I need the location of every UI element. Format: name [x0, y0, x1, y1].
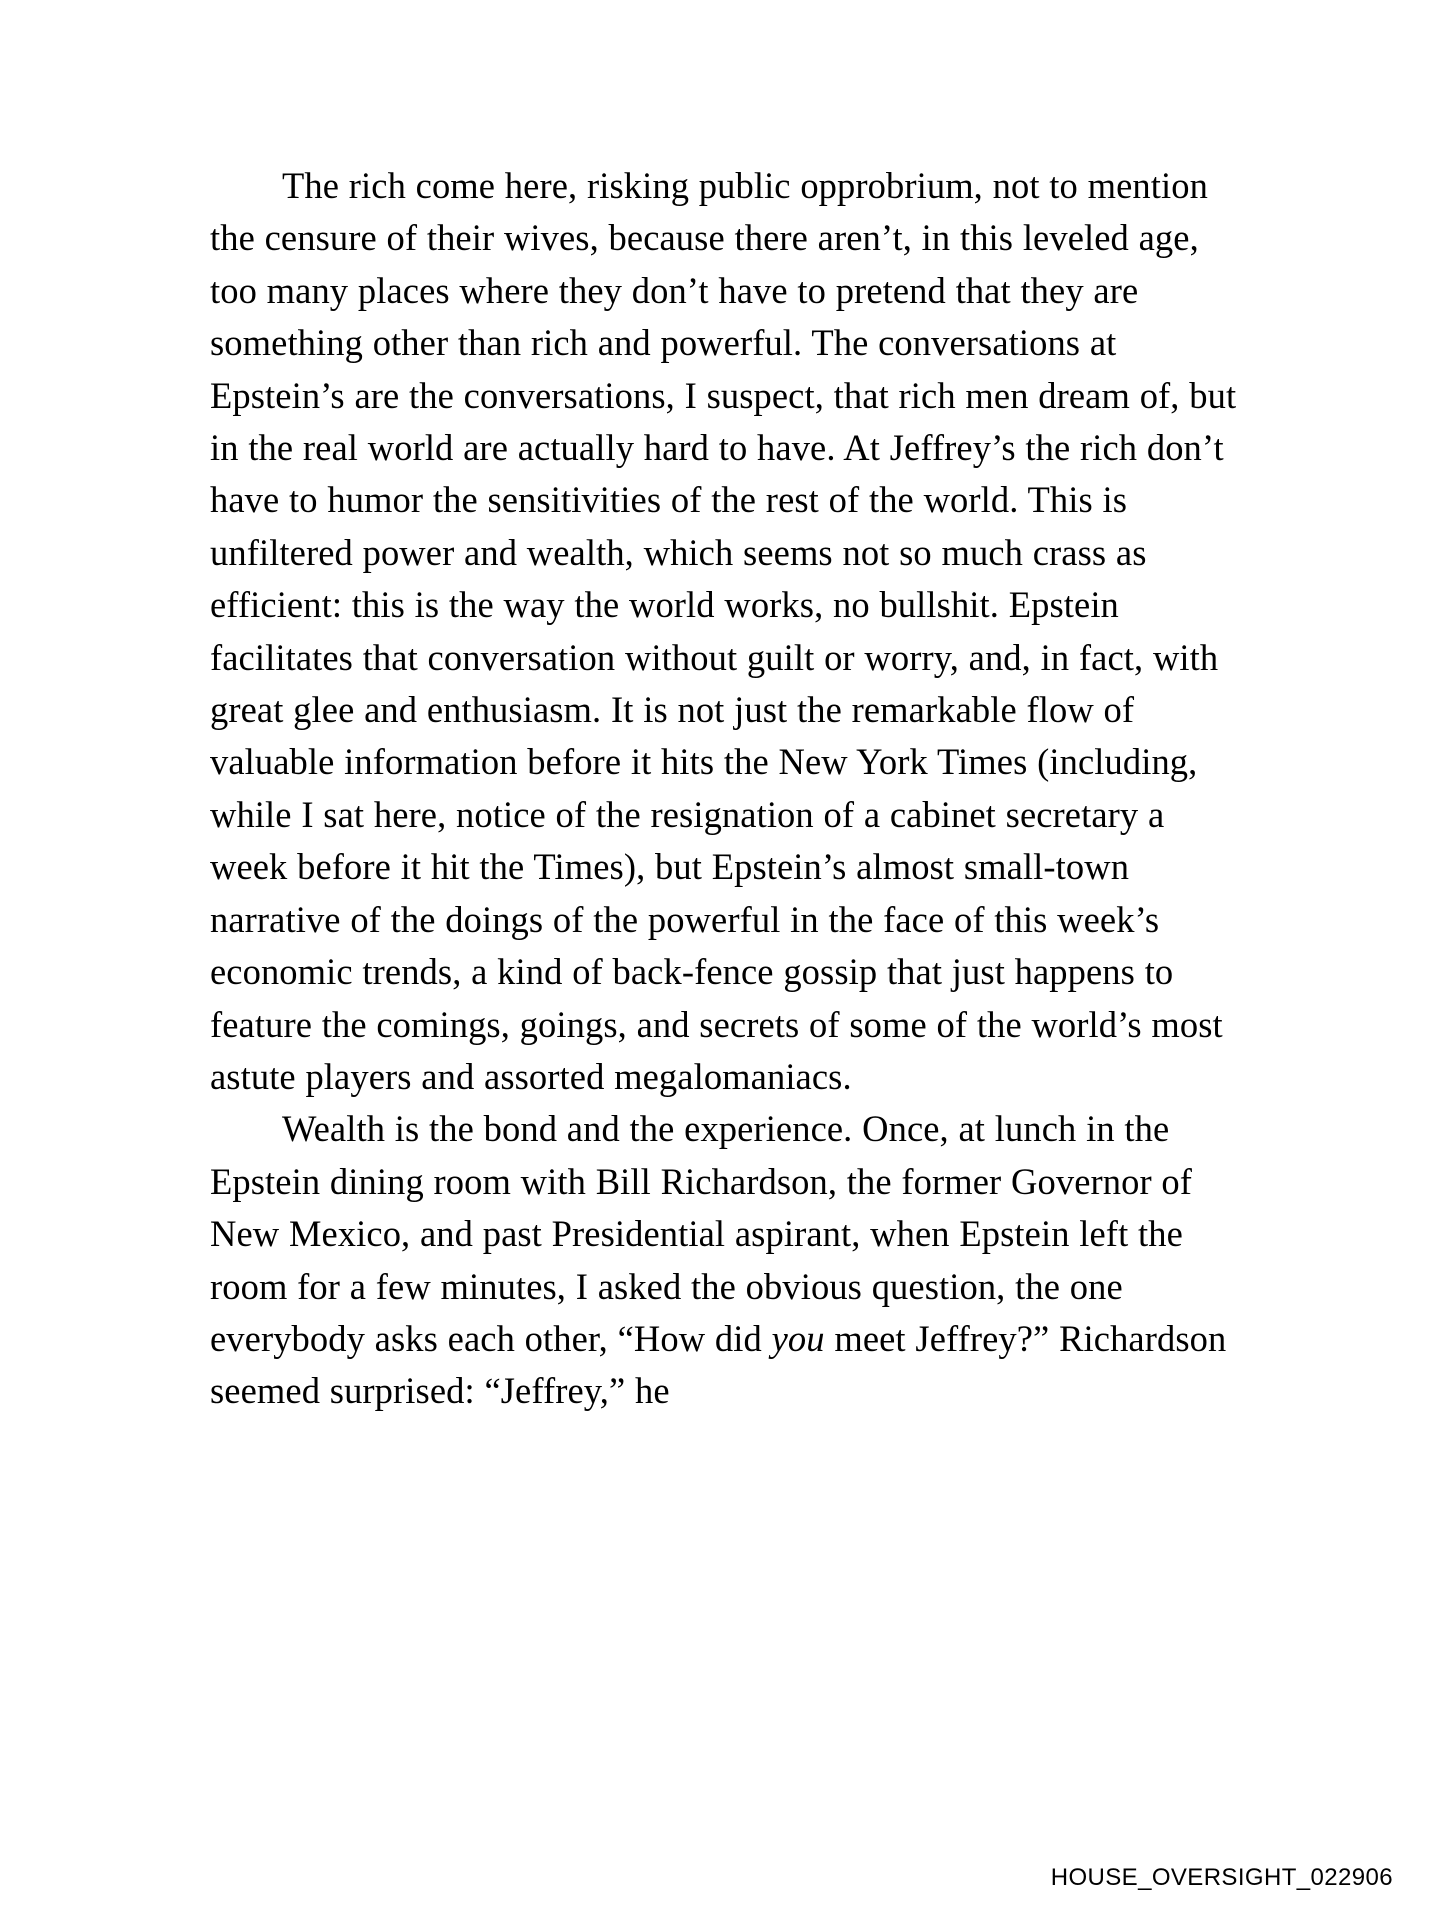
body-text-column: [210, 160, 1240, 1418]
paragraph-two: [210, 1103, 1240, 1417]
paragraph-one: The rich come here, risking public opprobrium, not to mention the censure of their wives, because there aren’t, in this leveled age, too many places where they don’t have to pretend that they are something other than rich and powerful. The conversations at Epstein’s are the conversations, I suspect, that rich men dream of, but in the real world are actually hard to have. At Jeffrey’s the rich don’t have to humor the sensitivities of the rest of the world. This is unfiltered power and wealth, which seems not so much crass as efficient: this is the way the world works, no bullshit. Epstein facilitates that conversation without guilt or worry, and, in fact, with great glee and enthusiasm. It is not just the remarkable flow of valuable information before it hits the New York Times (including, while I sat here, notice of the resignation of a cabinet secretary a week before it hit the Times), but Epstein’s almost small-town narrative of the doings of the powerful in the face of this week’s economic trends, a kind of back-fence gossip that just happens to feature the comings, goings, and secrets of some of the world’s most astute players and assorted megalomaniacs.: [210, 165, 1237, 1097]
bates-number-stamp: HOUSE_OVERSIGHT_022906: [1050, 1864, 1393, 1891]
paragraph-two-part-one: Wealth is the bond and the experience. Once, at lunch in the Epstein dining room with Bill Richardson, the former Governor of New Mexico, and past Presidential aspirant, when Epstein left the room for a few minutes, I asked the obvious question, the one everybody asks each other, “How did: [210, 1108, 1193, 1359]
emphasized-word-you: you: [771, 1317, 825, 1359]
paragraph-two-part-two: meet Jeffrey?” Richardson seemed surprised: “Jeffrey,” he: [210, 1317, 1227, 1412]
